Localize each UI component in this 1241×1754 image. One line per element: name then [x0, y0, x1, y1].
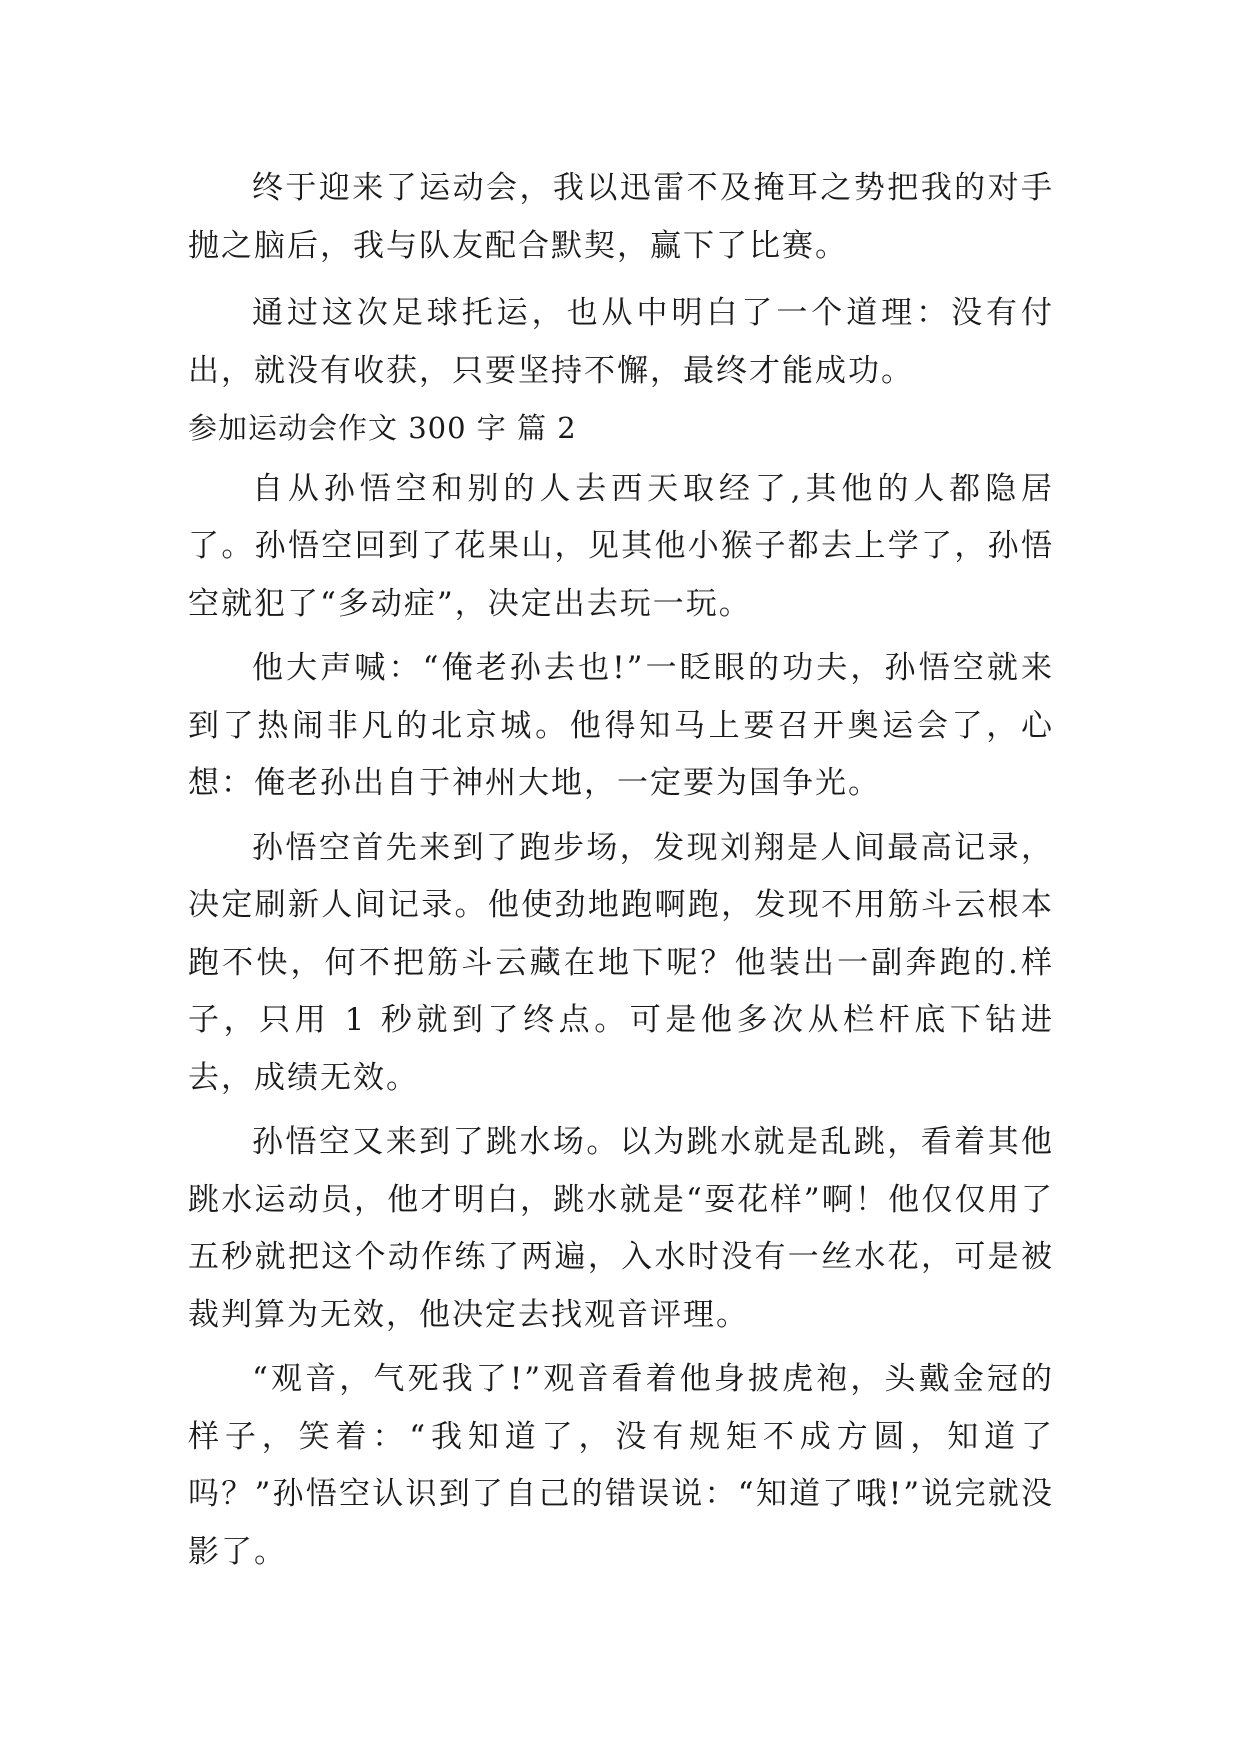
paragraph-sports-meet-victory: 终于迎来了运动会，我以迅雷不及掩耳之势把我的对手抛之脑后，我与队友配合默契，赢下了比赛。: [188, 170, 1054, 264]
section-heading: 参加运动会作文 300 字 篇 2: [188, 411, 577, 445]
paragraph-running-track: 孙悟空首先来到了跑步场，发现刘翔是人间最高记录，决定刷新人间记录。他使劲地跑啊跑，发现不用筋斗云根本跑不快，何不把筋斗云藏在地下呢？他装出一副奔跑的.样子，只用 1 秒就到了终点。可是他多次从栏杆底下钻进去，成绩无效。: [188, 829, 1054, 1096]
paragraph-lesson-learned: 通过这次足球托运，也从中明白了一个道理：没有付出，就没有收获，只要坚持不懈，最终才能成功。: [188, 295, 1054, 389]
paragraph-guanyin-dialogue: “观音，气死我了!”观音看着他身披虎袍，头戴金冠的样子，笑着：“我知道了，没有规矩不成方圆，知道了吗？”孙悟空认识到了自己的错误说：“知道了哦!”说完就没影了。: [188, 1361, 1054, 1570]
paragraph-beijing-arrival: 他大声喊：“俺老孙去也!”一眨眼的功夫，孙悟空就来到了热闹非凡的北京城。他得知马上要召开奥运会了，心想：俺老孙出自于神州大地，一定要为国争光。: [188, 650, 1054, 801]
document-page: [188, 160, 1054, 1588]
paragraph-intro-sun-wukong: 自从孙悟空和别的人去西天取经了,其他的人都隐居了。孙悟空回到了花果山，见其他小猴子都去上学了，孙悟空就犯了“多动症”，决定出去玩一玩。: [188, 470, 1054, 622]
paragraph-diving-pool: 孙悟空又来到了跳水场。以为跳水就是乱跳，看着其他跳水运动员，他才明白，跳水就是“耍花样”啊！他仅仅用了五秒就把这个动作练了两遍，入水时没有一丝水花，可是被裁判算为无效，他决定去找观音评理。: [188, 1124, 1054, 1333]
